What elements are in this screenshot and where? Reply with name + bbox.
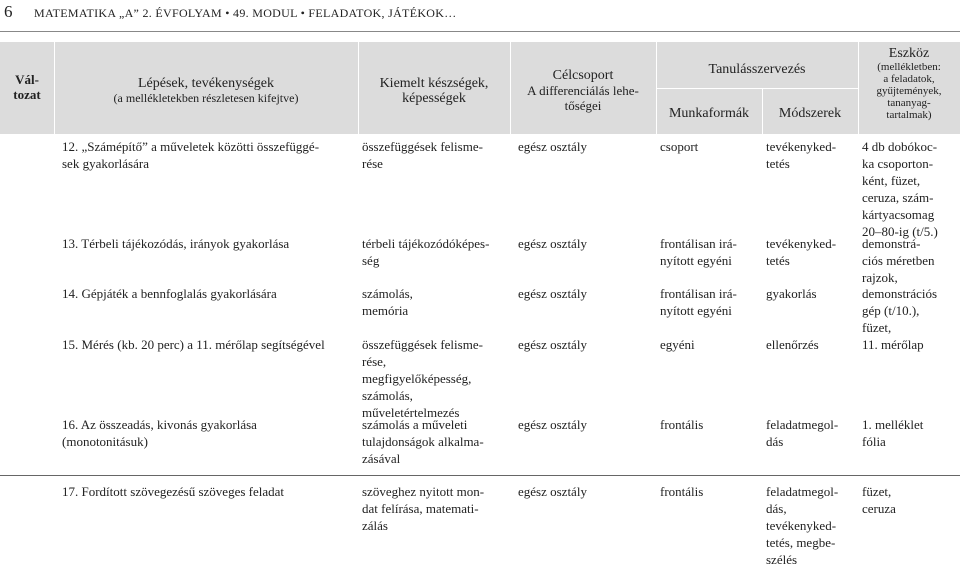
cell-line: tevékenyked- bbox=[766, 518, 837, 533]
cell-line: műveletértelmezés bbox=[362, 405, 460, 420]
header-separator bbox=[54, 42, 55, 134]
header-eszkoz-line: tananyag- bbox=[887, 97, 931, 109]
header-separator bbox=[762, 88, 763, 134]
cell-line: 20–80-ig (t/5.) bbox=[862, 224, 938, 239]
row-16-celcsoport bbox=[518, 416, 654, 433]
header-celcsoport-line: Célcsoport bbox=[552, 68, 614, 83]
row-13-lepes bbox=[62, 235, 354, 252]
row-13-munkaforma bbox=[660, 235, 760, 269]
row-12-celcsoport bbox=[518, 138, 654, 155]
header-lepesek-line: Lépések, tevékenységek bbox=[137, 76, 275, 91]
row-14-keszseg bbox=[362, 285, 508, 319]
cell-line: dás, bbox=[766, 501, 787, 516]
header-eszkoz-line: Eszköz bbox=[888, 46, 930, 61]
header-lepesek-line: (a mellékletekben részletesen kifejtve) bbox=[113, 91, 299, 105]
row-16-munkaforma bbox=[660, 416, 760, 433]
cell-line: 16. Az összeadás, kivonás gyakorlása bbox=[62, 417, 257, 432]
row-16-keszseg bbox=[362, 416, 508, 467]
cell-line: frontálisan irá- bbox=[660, 286, 737, 301]
cell-line: számolás, bbox=[362, 388, 413, 403]
cell-line: összefüggések felisme- bbox=[362, 337, 483, 352]
cell-line: egész osztály bbox=[518, 236, 587, 251]
header-celcsoport-line: A differenciálás lehe- bbox=[527, 83, 639, 98]
header-eszkoz bbox=[858, 46, 960, 121]
running-header bbox=[0, 0, 960, 34]
page-number: 6 bbox=[4, 2, 13, 21]
row-17-keszseg bbox=[362, 483, 508, 534]
header-eszkoz-line: tartalmak) bbox=[886, 109, 932, 121]
header-valtozat bbox=[0, 72, 54, 102]
row-14-eszkoz bbox=[862, 285, 960, 336]
cell-line: 11. mérőlap bbox=[862, 337, 924, 352]
row-17-lepes bbox=[62, 483, 354, 500]
header-valtozat-line: Vál- bbox=[15, 72, 39, 87]
header-keszsegek-line: képességek bbox=[402, 91, 466, 106]
cell-line: tevékenyked- bbox=[766, 139, 837, 154]
cell-line: frontális bbox=[660, 484, 704, 499]
cell-line: dás bbox=[766, 434, 784, 449]
cell-line: rése bbox=[362, 156, 383, 171]
cell-line: fólia bbox=[862, 434, 886, 449]
cell-line: szélés bbox=[766, 552, 798, 567]
cell-line: nyított egyéni bbox=[660, 253, 732, 268]
row-14-modszer bbox=[766, 285, 858, 302]
row-15-eszkoz bbox=[862, 336, 960, 353]
running-title: MATEMATIKA „A” 2. ÉVFOLYAM • 49. MODUL • FELADATOK, JÁTÉKOK… bbox=[34, 6, 457, 20]
header-eszkoz-line: a feladatok, bbox=[883, 73, 935, 85]
row-13-eszkoz bbox=[862, 235, 960, 286]
header-keszsegek-line: Kiemelt készségek, bbox=[379, 76, 489, 91]
cell-line: 12. „Számépítő” a műveletek közötti összefüggé- bbox=[62, 139, 320, 154]
header-celcsoport-line: tőségei bbox=[564, 98, 602, 113]
cell-line: térbeli tájékozódóképes- bbox=[362, 236, 490, 251]
row-14-munkaforma bbox=[660, 285, 760, 319]
cell-line: egész osztály bbox=[518, 139, 587, 154]
cell-line: 17. Fordított szövegezésű szöveges feladat bbox=[62, 484, 285, 499]
row-17-eszkoz bbox=[862, 483, 960, 517]
row-15-modszer bbox=[766, 336, 858, 353]
row-12-keszseg bbox=[362, 138, 508, 172]
cell-line: 4 db dobókoc- bbox=[862, 139, 938, 154]
row-13-celcsoport bbox=[518, 235, 654, 252]
row-17-modszer bbox=[766, 483, 858, 568]
header-separator bbox=[358, 42, 359, 134]
header-rule bbox=[0, 31, 960, 32]
row-15-keszseg bbox=[362, 336, 508, 421]
cell-line: zálás bbox=[362, 518, 388, 533]
header-modszerek: Módszerek bbox=[778, 106, 842, 121]
row-14-lepes bbox=[62, 285, 354, 302]
cell-line: szöveghez nyitott mon- bbox=[362, 484, 485, 499]
cell-line: 1. melléklet bbox=[862, 417, 924, 432]
header-tanulasszervezes: Tanulásszervezés bbox=[708, 62, 806, 77]
row-13-modszer bbox=[766, 235, 858, 269]
cell-line: nyított egyéni bbox=[660, 303, 732, 318]
row-12-lepes bbox=[62, 138, 354, 172]
header-eszkoz-line: (mellékletben: bbox=[877, 61, 941, 73]
cell-line: demonstrá- bbox=[862, 236, 921, 251]
row-15-lepes bbox=[62, 336, 354, 353]
row-16-lepes bbox=[62, 416, 354, 450]
cell-line: rajzok, bbox=[862, 270, 898, 285]
cell-line: zásával bbox=[362, 451, 401, 466]
cell-line: rése, bbox=[362, 354, 387, 369]
header-separator bbox=[858, 42, 859, 134]
cell-line: egész osztály bbox=[518, 484, 587, 499]
cell-line: 14. Gépjáték a bennfoglalás gyakorlására bbox=[62, 286, 277, 301]
cell-line: memória bbox=[362, 303, 409, 318]
cell-line: számolás, bbox=[362, 286, 413, 301]
cell-line: ka csoporton- bbox=[862, 156, 934, 171]
cell-line: dat felírása, matemati- bbox=[362, 501, 479, 516]
header-munkaformak: Munkaformák bbox=[668, 106, 750, 121]
header-keszsegek bbox=[358, 76, 510, 106]
header-celcsoport bbox=[510, 68, 656, 113]
cell-line: tulajdonságok alkalma- bbox=[362, 434, 484, 449]
header-lepesek bbox=[54, 76, 358, 106]
cell-line: (monotonitásuk) bbox=[62, 434, 148, 449]
header-valtozat-line: tozat bbox=[13, 87, 41, 102]
cell-line: számolás a műveleti bbox=[362, 417, 468, 432]
cell-line: ellenőrzés bbox=[766, 337, 819, 352]
header-subdivider bbox=[656, 88, 858, 89]
cell-line: csoport bbox=[660, 139, 699, 154]
cell-line: egész osztály bbox=[518, 337, 587, 352]
cell-line: egész osztály bbox=[518, 286, 587, 301]
row-13-keszseg bbox=[362, 235, 512, 269]
cell-line: ceruza bbox=[862, 501, 896, 516]
cell-line: tetés bbox=[766, 156, 790, 171]
cell-line: sek gyakorlására bbox=[62, 156, 149, 171]
cell-line: frontális bbox=[660, 417, 704, 432]
row-12-eszkoz bbox=[862, 138, 960, 240]
row-16-eszkoz bbox=[862, 416, 960, 450]
row-12-modszer bbox=[766, 138, 858, 172]
cell-line: összefüggések felisme- bbox=[362, 139, 483, 154]
cell-line: megfigyelőképesség, bbox=[362, 371, 472, 386]
cell-line: gép (t/10.), bbox=[862, 303, 920, 318]
cell-line: tetés, megbe- bbox=[766, 535, 836, 550]
cell-line: frontálisan irá- bbox=[660, 236, 737, 251]
row-15-munkaforma bbox=[660, 336, 760, 353]
cell-line: tevékenyked- bbox=[766, 236, 837, 251]
row-14-celcsoport bbox=[518, 285, 654, 302]
cell-line: ség bbox=[362, 253, 380, 268]
row-12-munkaforma bbox=[660, 138, 760, 155]
cell-line: feladatmegol- bbox=[766, 417, 839, 432]
cell-line: egész osztály bbox=[518, 417, 587, 432]
cell-line: kártyacsomag bbox=[862, 207, 935, 222]
row-divider bbox=[0, 475, 960, 476]
cell-line: füzet, bbox=[862, 484, 892, 499]
cell-line: gyakorlás bbox=[766, 286, 817, 301]
cell-line: egyéni bbox=[660, 337, 695, 352]
cell-line: demonstrációs bbox=[862, 286, 938, 301]
cell-line: ként, füzet, bbox=[862, 173, 921, 188]
row-16-modszer bbox=[766, 416, 858, 450]
header-separator bbox=[510, 42, 511, 134]
cell-line: 13. Térbeli tájékozódás, irányok gyakorlása bbox=[62, 236, 290, 251]
cell-line: tetés bbox=[766, 253, 790, 268]
header-eszkoz-line: gyűjtemények, bbox=[876, 85, 942, 97]
row-17-celcsoport bbox=[518, 483, 654, 500]
row-17-munkaforma bbox=[660, 483, 760, 500]
row-15-celcsoport bbox=[518, 336, 654, 353]
cell-line: 15. Mérés (kb. 20 perc) a 11. mérőlap segítségével bbox=[62, 337, 325, 352]
cell-line: ceruza, szám- bbox=[862, 190, 934, 205]
cell-line: feladatmegol- bbox=[766, 484, 839, 499]
cell-line: ciós méretben bbox=[862, 253, 935, 268]
cell-line: füzet, bbox=[862, 320, 892, 335]
